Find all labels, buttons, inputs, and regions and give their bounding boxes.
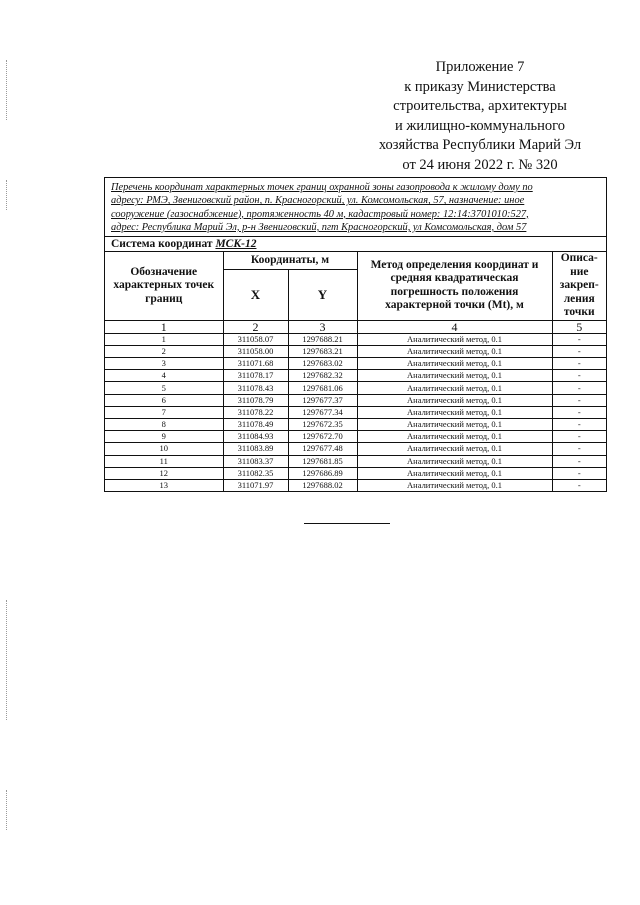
cell-point: 3: [105, 358, 223, 370]
scan-edge-mark: [6, 600, 7, 720]
appendix-line: от 24 июня 2022 г. № 320: [402, 156, 558, 173]
cell-method: Аналитический метод, 0.1: [357, 443, 552, 455]
table-row: [105, 443, 606, 455]
table-row: [105, 358, 606, 370]
cell-y: 1297677.34: [288, 406, 357, 418]
table-row: [105, 370, 606, 382]
header-y: Y: [288, 269, 357, 320]
scan-edge-mark: [6, 180, 7, 210]
cell-point: 5: [105, 382, 223, 394]
header-coordinates: Координаты, м: [223, 252, 357, 269]
column-number-row: [105, 320, 606, 333]
cell-description: -: [552, 358, 606, 370]
appendix-line: строительства, архитектуры: [393, 98, 567, 115]
cell-method: Аналитический метод, 0.1: [357, 333, 552, 345]
header-description: Описа-ние закреп-ления точки: [552, 252, 606, 321]
table-row: [105, 479, 606, 491]
cell-y: 1297686.89: [288, 467, 357, 479]
description-line: сооружение (газоснабжение), протяженность 40 м, кадастровый номер: 12:14:3701010:527,: [111, 208, 529, 220]
cell-point: 10: [105, 443, 223, 455]
cell-description: -: [552, 455, 606, 467]
table-row: [105, 455, 606, 467]
cell-point: 6: [105, 394, 223, 406]
header-point: Обозначение характерных точек границ: [105, 252, 223, 321]
cell-method: Аналитический метод, 0.1: [357, 455, 552, 467]
cell-description: -: [552, 443, 606, 455]
cell-point: 12: [105, 467, 223, 479]
cell-point: 2: [105, 345, 223, 357]
coordinates-document: [104, 177, 607, 492]
coordinates-table: [105, 251, 606, 491]
cell-method: Аналитический метод, 0.1: [357, 419, 552, 431]
cell-y: 1297672.70: [288, 431, 357, 443]
cell-method: Аналитический метод, 0.1: [357, 394, 552, 406]
table-row: [105, 345, 606, 357]
cell-x: 311078.79: [223, 394, 288, 406]
end-separator-line: [304, 523, 390, 524]
appendix-line: к приказу Министерства: [404, 78, 556, 95]
cell-description: -: [552, 382, 606, 394]
cell-x: 311083.89: [223, 443, 288, 455]
header-x: X: [223, 269, 288, 320]
cell-method: Аналитический метод, 0.1: [357, 406, 552, 418]
cell-point: 1: [105, 333, 223, 345]
cell-x: 311078.43: [223, 382, 288, 394]
cell-method: Аналитический метод, 0.1: [357, 345, 552, 357]
cell-point: 11: [105, 455, 223, 467]
scan-edge-mark: [6, 790, 7, 830]
cell-y: 1297683.21: [288, 345, 357, 357]
header-method: Метод определения координат и средняя квадратическая погрешность положения характерной точки (Mt), м: [357, 252, 552, 321]
table-row: [105, 431, 606, 443]
cell-method: Аналитический метод, 0.1: [357, 358, 552, 370]
appendix-line: и жилищно-коммунального: [394, 117, 566, 134]
cell-x: 311058.00: [223, 345, 288, 357]
column-number: 1: [105, 320, 223, 333]
description-line: Перечень координат характерных точек границ охранной зоны газопровода к жилому дому по: [111, 182, 533, 193]
table-row: [105, 394, 606, 406]
cell-y: 1297683.02: [288, 358, 357, 370]
cell-y: 1297677.48: [288, 443, 357, 455]
description-line: адрес: Республика Марий Эл, р-н Звениговский, пгт Красногорский, ул Комсомольская, дом 57: [111, 221, 527, 233]
cell-y: 1297681.85: [288, 455, 357, 467]
cell-x: 311058.07: [223, 333, 288, 345]
cell-y: 1297688.02: [288, 479, 357, 491]
description-line: адресу: РМЭ, Звениговский район, п. Красногорский, ул. Комсомольская, 57, назначение: иное: [111, 195, 525, 207]
cell-x: 311071.97: [223, 479, 288, 491]
cell-description: -: [552, 419, 606, 431]
object-description: [105, 178, 606, 236]
table-row: [105, 419, 606, 431]
table-row: [105, 406, 606, 418]
cell-description: -: [552, 479, 606, 491]
column-number: 5: [552, 320, 606, 333]
cell-x: 311082.35: [223, 467, 288, 479]
cell-x: 311084.93: [223, 431, 288, 443]
column-number: 2: [223, 320, 288, 333]
coordinate-system-label: Система координат: [111, 238, 213, 251]
scan-edge-mark: [6, 60, 7, 120]
cell-description: -: [552, 467, 606, 479]
appendix-line: Приложение 7: [435, 59, 525, 75]
cell-y: 1297688.21: [288, 333, 357, 345]
cell-x: 311078.49: [223, 419, 288, 431]
cell-method: Аналитический метод, 0.1: [357, 382, 552, 394]
column-number: 4: [357, 320, 552, 333]
cell-y: 1297681.06: [288, 382, 357, 394]
cell-x: 311083.37: [223, 455, 288, 467]
cell-point: 13: [105, 479, 223, 491]
cell-y: 1297682.32: [288, 370, 357, 382]
cell-description: -: [552, 431, 606, 443]
column-number: 3: [288, 320, 357, 333]
cell-x: 311078.17: [223, 370, 288, 382]
cell-method: Аналитический метод, 0.1: [357, 370, 552, 382]
appendix-line: хозяйства Республики Марий Эл: [378, 137, 582, 154]
cell-description: -: [552, 333, 606, 345]
cell-y: 1297672.35: [288, 419, 357, 431]
cell-x: 311078.22: [223, 406, 288, 418]
coordinate-system-name: МСК-12: [215, 238, 257, 251]
cell-method: Аналитический метод, 0.1: [357, 479, 552, 491]
coordinate-system: [105, 236, 606, 251]
appendix-header: [330, 58, 630, 176]
cell-point: 4: [105, 370, 223, 382]
cell-method: Аналитический метод, 0.1: [357, 431, 552, 443]
cell-point: 9: [105, 431, 223, 443]
cell-description: -: [552, 406, 606, 418]
cell-description: -: [552, 394, 606, 406]
cell-method: Аналитический метод, 0.1: [357, 467, 552, 479]
table-row: [105, 382, 606, 394]
table-row: [105, 333, 606, 345]
cell-y: 1297677.37: [288, 394, 357, 406]
cell-point: 7: [105, 406, 223, 418]
cell-description: -: [552, 370, 606, 382]
cell-x: 311071.68: [223, 358, 288, 370]
cell-point: 8: [105, 419, 223, 431]
cell-description: -: [552, 345, 606, 357]
table-row: [105, 467, 606, 479]
